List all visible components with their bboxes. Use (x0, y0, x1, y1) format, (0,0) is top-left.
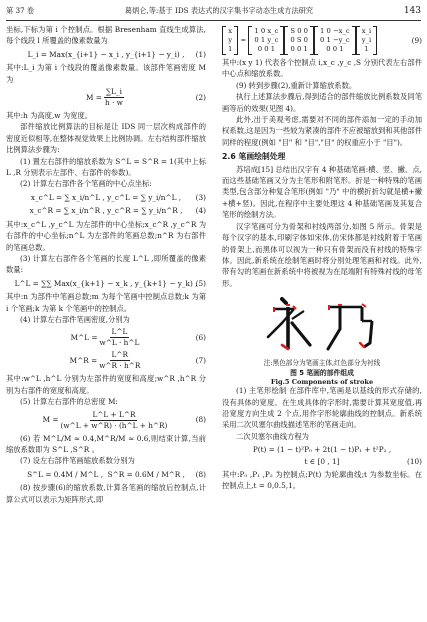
equation-lhs: M^L = (70, 333, 98, 343)
equation-4 (6, 205, 206, 216)
equation-body: S^L = 0.4M / M^L , (27, 469, 104, 479)
equation-1 (6, 49, 206, 60)
equation-7 (6, 350, 206, 371)
step-7: (7) 设左右部件笔画缩放系数分别为 (20, 456, 135, 466)
running-header (6, 4, 421, 18)
paragraph: 其中:(x y 1) 代表各个控制点 i,x_c ,y_c ,S 分别代表左右部件中心点和缩放系数。 (222, 58, 422, 79)
paragraph: 坐标,下标为第 i 个控制点。根据 Bresenham 直线生成算法,每个线段 l 所覆盖的像素数量为 (6, 25, 206, 46)
paragraph: 其中:w^L ,h^L 分别为左部件的宽度和高度;w^R ,h^R 分别为右部件的宽度和高度。 (6, 374, 206, 395)
equation-10 (222, 444, 422, 467)
paragraph: 其中:x_c^L ,y_c^L 为左部件的中心坐标;x_c^R ,y_c^R 为右部件的中心坐标;n^L 为左部件的笔画总数;n^R 为右部件的笔画总数。 (6, 219, 206, 252)
paragraph: 汉字笔画可分为骨架和衬线两部分,如图 5 所示。骨架是每个汉字的基本,印刷字体如宋体,仿宋体都是衬线附着于笔画的骨架上,而黑体可以视为一种只有骨架而没有衬线的特殊字体。因此,新系统在绘制笔画时将分别处理笔画和衬线。此外,带有勾的笔画在新系统中将被视为在尾端附有特殊衬线的母笔形。 (222, 221, 422, 288)
step-6: (6) 若 M^L/M ≈ 0.4,M^R/M ≈ 0.6,则结束计算,当前缩放系数即为 S^L ,S^R 。 (6, 433, 206, 454)
equation-lhs: M = (42, 415, 59, 425)
page-number: 143 (403, 6, 421, 16)
step-9: (9) 转到步骤(2),重新计算缩放系数。 (236, 80, 357, 90)
matrix-cell: 1 (364, 45, 369, 53)
figure-caption-cn: 图 5 笔画的部件组成 (290, 368, 354, 377)
figure-5 (222, 293, 422, 385)
equation-body: t ∈ [0 , 1] (304, 456, 340, 466)
step-3: (3) 计算左右部件各个笔画的长度 L^L ,即所覆盖的像素数量: (6, 253, 206, 275)
matrix-row: 0 0 1 (257, 45, 276, 53)
matrix-cell: y (228, 36, 233, 44)
equation-number: (2) (195, 92, 206, 102)
equation-6 (6, 327, 206, 348)
denominator: w^L · h^L (99, 338, 140, 348)
equation-number: (8) (195, 415, 206, 425)
paragraph: 其中:n 为部件中笔画总数;m 为每个笔画中控制点总数;k 为第 i 个笔画;k 为第 k 个笔画中的控制点。 (6, 292, 206, 313)
matrix-row: 1 0 −x_c (320, 27, 350, 35)
equation-body: P(t) = (1 − t)²P₀ + 2t(1 − t)P₁ + t²P₂ , (252, 445, 392, 455)
paragraph: 二次贝塞尔曲线方程为 (236, 431, 309, 441)
matrix-translate (248, 26, 284, 55)
matrix-cell: x_i (361, 27, 372, 35)
figure-note: 注:黑色部分为笔画主体,红色部分为衬线 (263, 358, 381, 367)
equation-8 (6, 410, 206, 431)
right-column (222, 24, 422, 492)
equation-3 (6, 192, 206, 203)
left-column (6, 24, 206, 505)
running-title: 葛炳仑,等:基于 IDS 表达式的汉字集书字动态生成方法研究 (124, 6, 314, 15)
equation-number: (9) (411, 35, 422, 45)
figure-caption-en: Fig.5 Components of stroke (270, 377, 374, 386)
matrix-scale (284, 26, 314, 55)
stroke-components-illustration (222, 293, 422, 355)
character-nai (328, 304, 372, 349)
equation-5 (6, 278, 206, 289)
equation-lhs: M = (86, 92, 102, 102)
fraction (104, 87, 124, 108)
matrix-lhs (222, 26, 238, 55)
matrix-row: 0 1 y_c (254, 36, 279, 44)
step-8: (8) 按步骤(6)的缩放系数,计算各笔画的缩放后控制点,计算公式可以表示为矩阵形式,即 (6, 483, 206, 504)
paragraph: 其中:P₀ ,P₁ ,P₂ 为控制点;P(t) 为轮廓曲线;t 为参数坐标。在控制点上,t = 0,0.5,1。 (222, 469, 422, 491)
character-yong (268, 299, 310, 349)
step-4: (4) 计算左右部件笔画密度,分别为 (20, 314, 130, 324)
equation-number: (6) (195, 333, 206, 343)
numerator: L^L (111, 327, 128, 337)
numerator: L^L + L^R (92, 409, 136, 419)
step-1: (1) 置左右部件的缩放系数为 S^L = S^R = 1(其中上标 L ,R 分别表示左部件、右部件的参数)。 (6, 156, 206, 178)
equation-number: (5) (195, 278, 206, 288)
paragraph: 此外,出于美观考虑,需要对不同的部件添加一定的手动加权系数,这是因为一些较为紧凑的部件不应被缩放到和其他部件同样的程度(例如 "目" 和 "目","目" 的权重应小于 "目")。 (222, 115, 422, 147)
denominator: w^R · h^R (99, 361, 141, 371)
matrix-row: 1 0 x_c (254, 27, 279, 35)
equation-number: (10) (407, 456, 422, 466)
equation-2 (6, 87, 206, 108)
paragraph: 苏培成[15] 总结出汉字有 4 种基础笔画:横、竖、撇、点,而这些基础笔画又分为主笔形和附笔形。折是一种特殊的笔画类型,包含部分种复合笔形(例如 "乃" 中的横折折勾就是横+撇+横+竖)。因此,在程序中主要处理这 4 种基础笔画及其复合笔形的绘制方法。 (222, 164, 422, 220)
paragraph: 部件缩放比例算法的目标是让 IDS 同一层次构成部件的密度近似相等,在整体视觉效果上比例协调。左右结构部件缩放比例算法步骤为: (6, 122, 206, 155)
section-heading: 2.6 笔画绘制处理 (222, 152, 286, 162)
matrix-row: 0 1 −y_c (320, 36, 350, 44)
matrix-row: S 0 0 (290, 27, 309, 35)
step-2: (2) 计算左右部件各个笔画的中心点坐标: (20, 179, 152, 189)
paragraph: 其中:L_i 为第 i 个线段的覆盖像素数量。该部件笔画密度 M 为 (6, 63, 206, 84)
equation-body: S^R = 0.6M / M^R , (107, 469, 185, 479)
matrix-row: 0 S 0 (290, 36, 309, 44)
equation-number: (7) (195, 356, 206, 366)
matrix-cell: y_i (361, 36, 372, 44)
equation-body: L_i = Max(x_{i+1} − x_i , y_{i+1} − y_i) , (27, 49, 185, 59)
equation-9 (6, 469, 206, 480)
matrix-row: 0 0 1 (326, 45, 344, 53)
fraction (100, 327, 140, 348)
equation-number: (3) (195, 192, 206, 202)
equation-lhs: M^R = (69, 356, 98, 366)
paragraph: (1) 主笔形绘制 在部件库中,笔画是以基线的形式存储的,没有具体的宽度。在生成具体的字形时,需要计算其宽度值,再沿宽度方向生成 2 个点,用作字形轮廓曲线的控制点。新系统采用二次贝塞尔曲线描述笔形的笔画走向。 (222, 386, 422, 430)
equation-body: L^L = ∑∑ Max(x_{k+1} − x_k , y_{k+1} − y_k) , (14, 278, 198, 288)
fraction (99, 350, 140, 371)
paragraph: 执行上述算法步骤后,得到适合的部件缩放比例系数及同笔画等后的效果(见图 4)。 (222, 92, 422, 113)
equation-number: (8) (195, 469, 206, 479)
equation-body: x_c^L = ∑ x_i/n^L , y_c^L = ∑ y_i/n^L , (30, 192, 182, 202)
denominator: (w^L + w^R) · (h^L + h^R) (60, 420, 168, 430)
numerator: L^R (111, 350, 128, 360)
fraction (61, 410, 168, 431)
equation-number: (1) (195, 49, 206, 59)
matrix-equation: x y 1 = 1 0 x_c 0 1 y_c 0 0 1 S 0 0 0 S 0 0 0 1 1 0 −x_c 0 1 −y_c 0 0 1 x_i y_i 1 (9) (222, 26, 422, 55)
matrix-inverse-translate (314, 26, 356, 55)
paragraph: 其中:h 为高度,w 为宽度。 (6, 111, 93, 121)
matrix-point (356, 26, 377, 55)
numerator: ∑L_i (105, 87, 122, 97)
denominator: h · w (104, 98, 123, 108)
equation-body: x_c^R = ∑ x_i/n^R , y_c^R = ∑ y_i/n^R , (29, 206, 183, 216)
matrix-row: 0 0 1 (290, 45, 308, 53)
header-rule (6, 20, 421, 21)
step-5: (5) 计算左右部件的总密度 M: (20, 397, 118, 407)
volume-label: 第 37 卷 (6, 6, 35, 15)
matrix-cell: 1 (228, 45, 233, 53)
equation-number: (4) (195, 206, 206, 216)
matrix-cell: x (228, 27, 233, 35)
